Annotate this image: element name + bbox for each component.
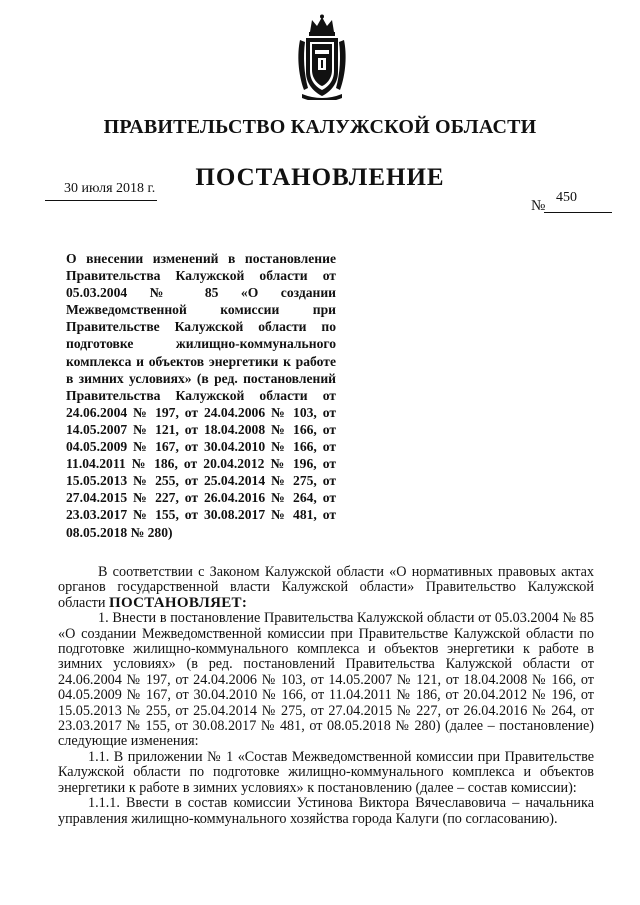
item-1-1-1: 1.1.1. Ввести в состав комиссии Устинова Виктора Вячеславовича – начальника управления жилищно-коммунального хозяйства города Калуги (по согласованию). xyxy=(58,795,594,827)
resolves-keyword: ПОСТАНОВЛЯЕТ: xyxy=(108,594,248,611)
coat-of-arms-icon xyxy=(296,14,348,100)
number-underline xyxy=(544,212,612,213)
item-1: 1. Внести в постановление Правительства Калужской области от 05.03.2004 № 85 «О создании Межведомственной комиссии при Правительстве Калужской области по подготовке жилищно-коммунального комплекса и объектов энергетики к работе в зимних условиях» (в ред. постановлений Правительства Калужской области от 24.06.2004 № 197, от 24.04.2006 № 103, от 14.05.2007 № 121, от 18.04.2008 № 166, от 04.05.2009 № 167, от 30.04.2010 № 166, от 11.04.2011 № 186, от 20.04.2012 № 196, от 15.05.2013 № 255, от 25.04.2014 № 275, от 27.04.2015 № 227, от 26.04.2016 № 264, от 23.03.2017 № 155, от 30.08.2017 № 481, от 08.05.2018 № 280) (далее – постановление) следующие изменения: xyxy=(58,610,594,750)
date-underline xyxy=(45,200,157,201)
document-type: ПОСТАНОВЛЕНИЕ xyxy=(195,164,445,191)
document-subject: О внесении изменений в постановление Правительства Калужской области от 05.03.2004 № 85 «О создании Межведомственной комиссии при Правительстве Калужской области по подготовке жилищно-коммунального комплекса и объектов энергетики к работе в зимних условиях» (в ред. постановлений Правительства Калужской области от 24.06.2004 № 197, от 24.04.2006 № 103, от 14.05.2007 № 121, от 18.04.2008 № 166, от 04.05.2009 № 167, от 30.04.2010 № 166, от 11.04.2011 № 186, от 20.04.2012 № 196, от 15.05.2013 № 255, от 25.04.2014 № 275, от 27.04.2015 № 227, от 26.04.2016 № 264, от 23.03.2017 № 155, от 30.08.2017 № 481, от 08.05.2018 № 280) xyxy=(66,251,336,540)
document-number: 450 xyxy=(556,190,577,205)
preamble xyxy=(58,565,594,611)
government-name: ПРАВИТЕЛЬСТВО КАЛУЖСКОЙ ОБЛАСТИ xyxy=(103,116,537,138)
document-date: 30 июля 2018 г. xyxy=(64,181,156,196)
number-label: № xyxy=(531,198,546,214)
document-body xyxy=(58,565,594,827)
preamble-text: В соответствии с Законом Калужской области «О нормативных правовых актах органов государственной власти Калужской области» Правительство Калужской области xyxy=(58,564,594,611)
item-1-1: 1.1. В приложении № 1 «Состав Межведомственной комиссии при Правительстве Калужской области по подготовке жилищно-коммунального комплекса и объектов энергетики к работе в зимних условиях» к постановлению (далее – состав комиссии): xyxy=(58,748,594,796)
